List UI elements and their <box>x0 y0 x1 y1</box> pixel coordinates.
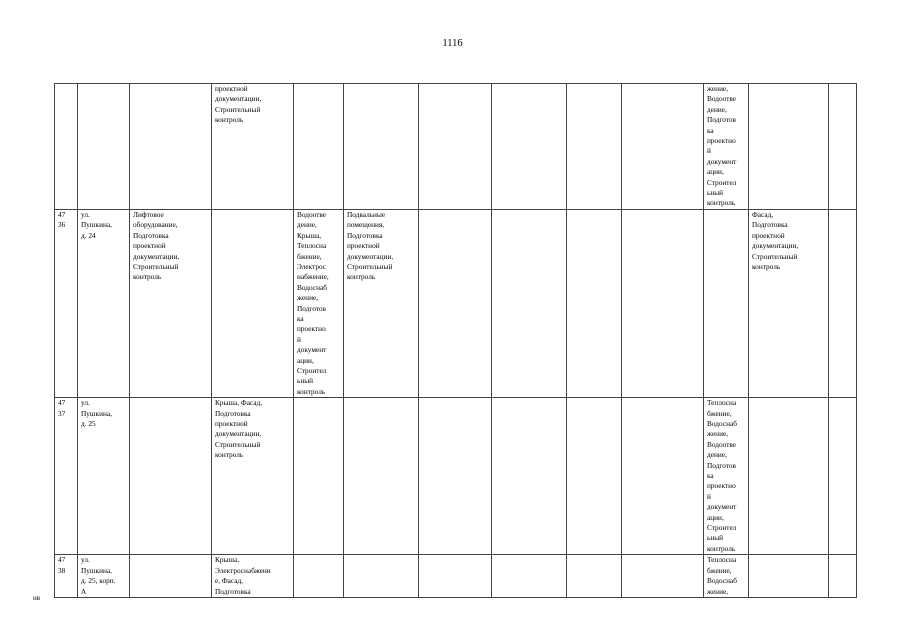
address-cell <box>78 84 130 210</box>
table-cell <box>130 555 212 598</box>
table-cell <box>492 398 567 555</box>
row-number-cell <box>55 84 78 210</box>
table-row <box>55 84 857 210</box>
table-row <box>55 555 857 598</box>
table-cell: Подвальные помещения, Подготовка проектной документации, Строительный контроль <box>344 209 419 397</box>
table-cell: жение, Водоотве дение, Подготов ка проектно й документ ации, Строител ьный контроль <box>704 84 749 210</box>
row-number-cell: 47 37 <box>55 398 78 555</box>
table-cell: Теплосна бжение, Водоснаб жение, <box>704 555 749 598</box>
address-cell: ул. Пушкина, д. 25 <box>78 398 130 555</box>
table-cell <box>749 555 829 598</box>
table-cell <box>704 209 749 397</box>
table-cell <box>622 84 704 210</box>
table-cell: Водоотве дение, Крыша, Теплосна бжение, Электрос набжение, Водоснаб жение, Подготов ка проектно й документ ации, Строител ьный контроль <box>294 209 344 397</box>
table-cell <box>344 398 419 555</box>
table-cell <box>829 398 857 555</box>
table-cell <box>294 555 344 598</box>
table-cell <box>212 209 294 397</box>
table-cell: проектной документации, Строительный контроль <box>212 84 294 210</box>
address-cell: ул. Пушкина, д. 24 <box>78 209 130 397</box>
table-row <box>55 398 857 555</box>
table-cell: Крыша, Фасад, Подготовка проектной документации, Строительный контроль <box>212 398 294 555</box>
table-cell <box>130 398 212 555</box>
row-number-cell: 47 38 <box>55 555 78 598</box>
table-cell: Крыша, Электроснабжени е, Фасад, Подготовка <box>212 555 294 598</box>
table-cell <box>344 555 419 598</box>
page-number: 1116 <box>442 38 463 49</box>
table-cell <box>829 555 857 598</box>
table-row <box>55 209 857 397</box>
repair-schedule-table <box>54 83 857 598</box>
table-cell <box>294 84 344 210</box>
table-cell <box>492 209 567 397</box>
table-cell <box>492 84 567 210</box>
table-cell: Теплосна бжение, Водоснаб жение, Водоотве дение, Подготов ка проектно й документ ации, Строител ьный контроль <box>704 398 749 555</box>
table-cell <box>419 209 492 397</box>
row-number-cell: 47 36 <box>55 209 78 397</box>
table-cell <box>567 209 622 397</box>
table-cell <box>829 84 857 210</box>
address-cell: ул. Пушкина, д. 25, корп. А <box>78 555 130 598</box>
table-cell <box>344 84 419 210</box>
footer-mark: нв <box>33 594 41 602</box>
table-cell <box>749 398 829 555</box>
table-cell <box>567 84 622 210</box>
table-cell: Фасад, Подготовка проектной документации, Строительный контроль <box>749 209 829 397</box>
table-cell <box>829 209 857 397</box>
table-cell <box>622 398 704 555</box>
table-cell <box>130 84 212 210</box>
table-cell <box>749 84 829 210</box>
table-cell <box>567 398 622 555</box>
table-cell: Лифтовое оборудование, Подготовка проектной документации, Строительный контроль <box>130 209 212 397</box>
table-cell <box>419 398 492 555</box>
table-cell <box>294 398 344 555</box>
table-cell <box>622 209 704 397</box>
table-cell <box>419 84 492 210</box>
table-cell <box>567 555 622 598</box>
table-cell <box>492 555 567 598</box>
table-cell <box>622 555 704 598</box>
table-cell <box>419 555 492 598</box>
